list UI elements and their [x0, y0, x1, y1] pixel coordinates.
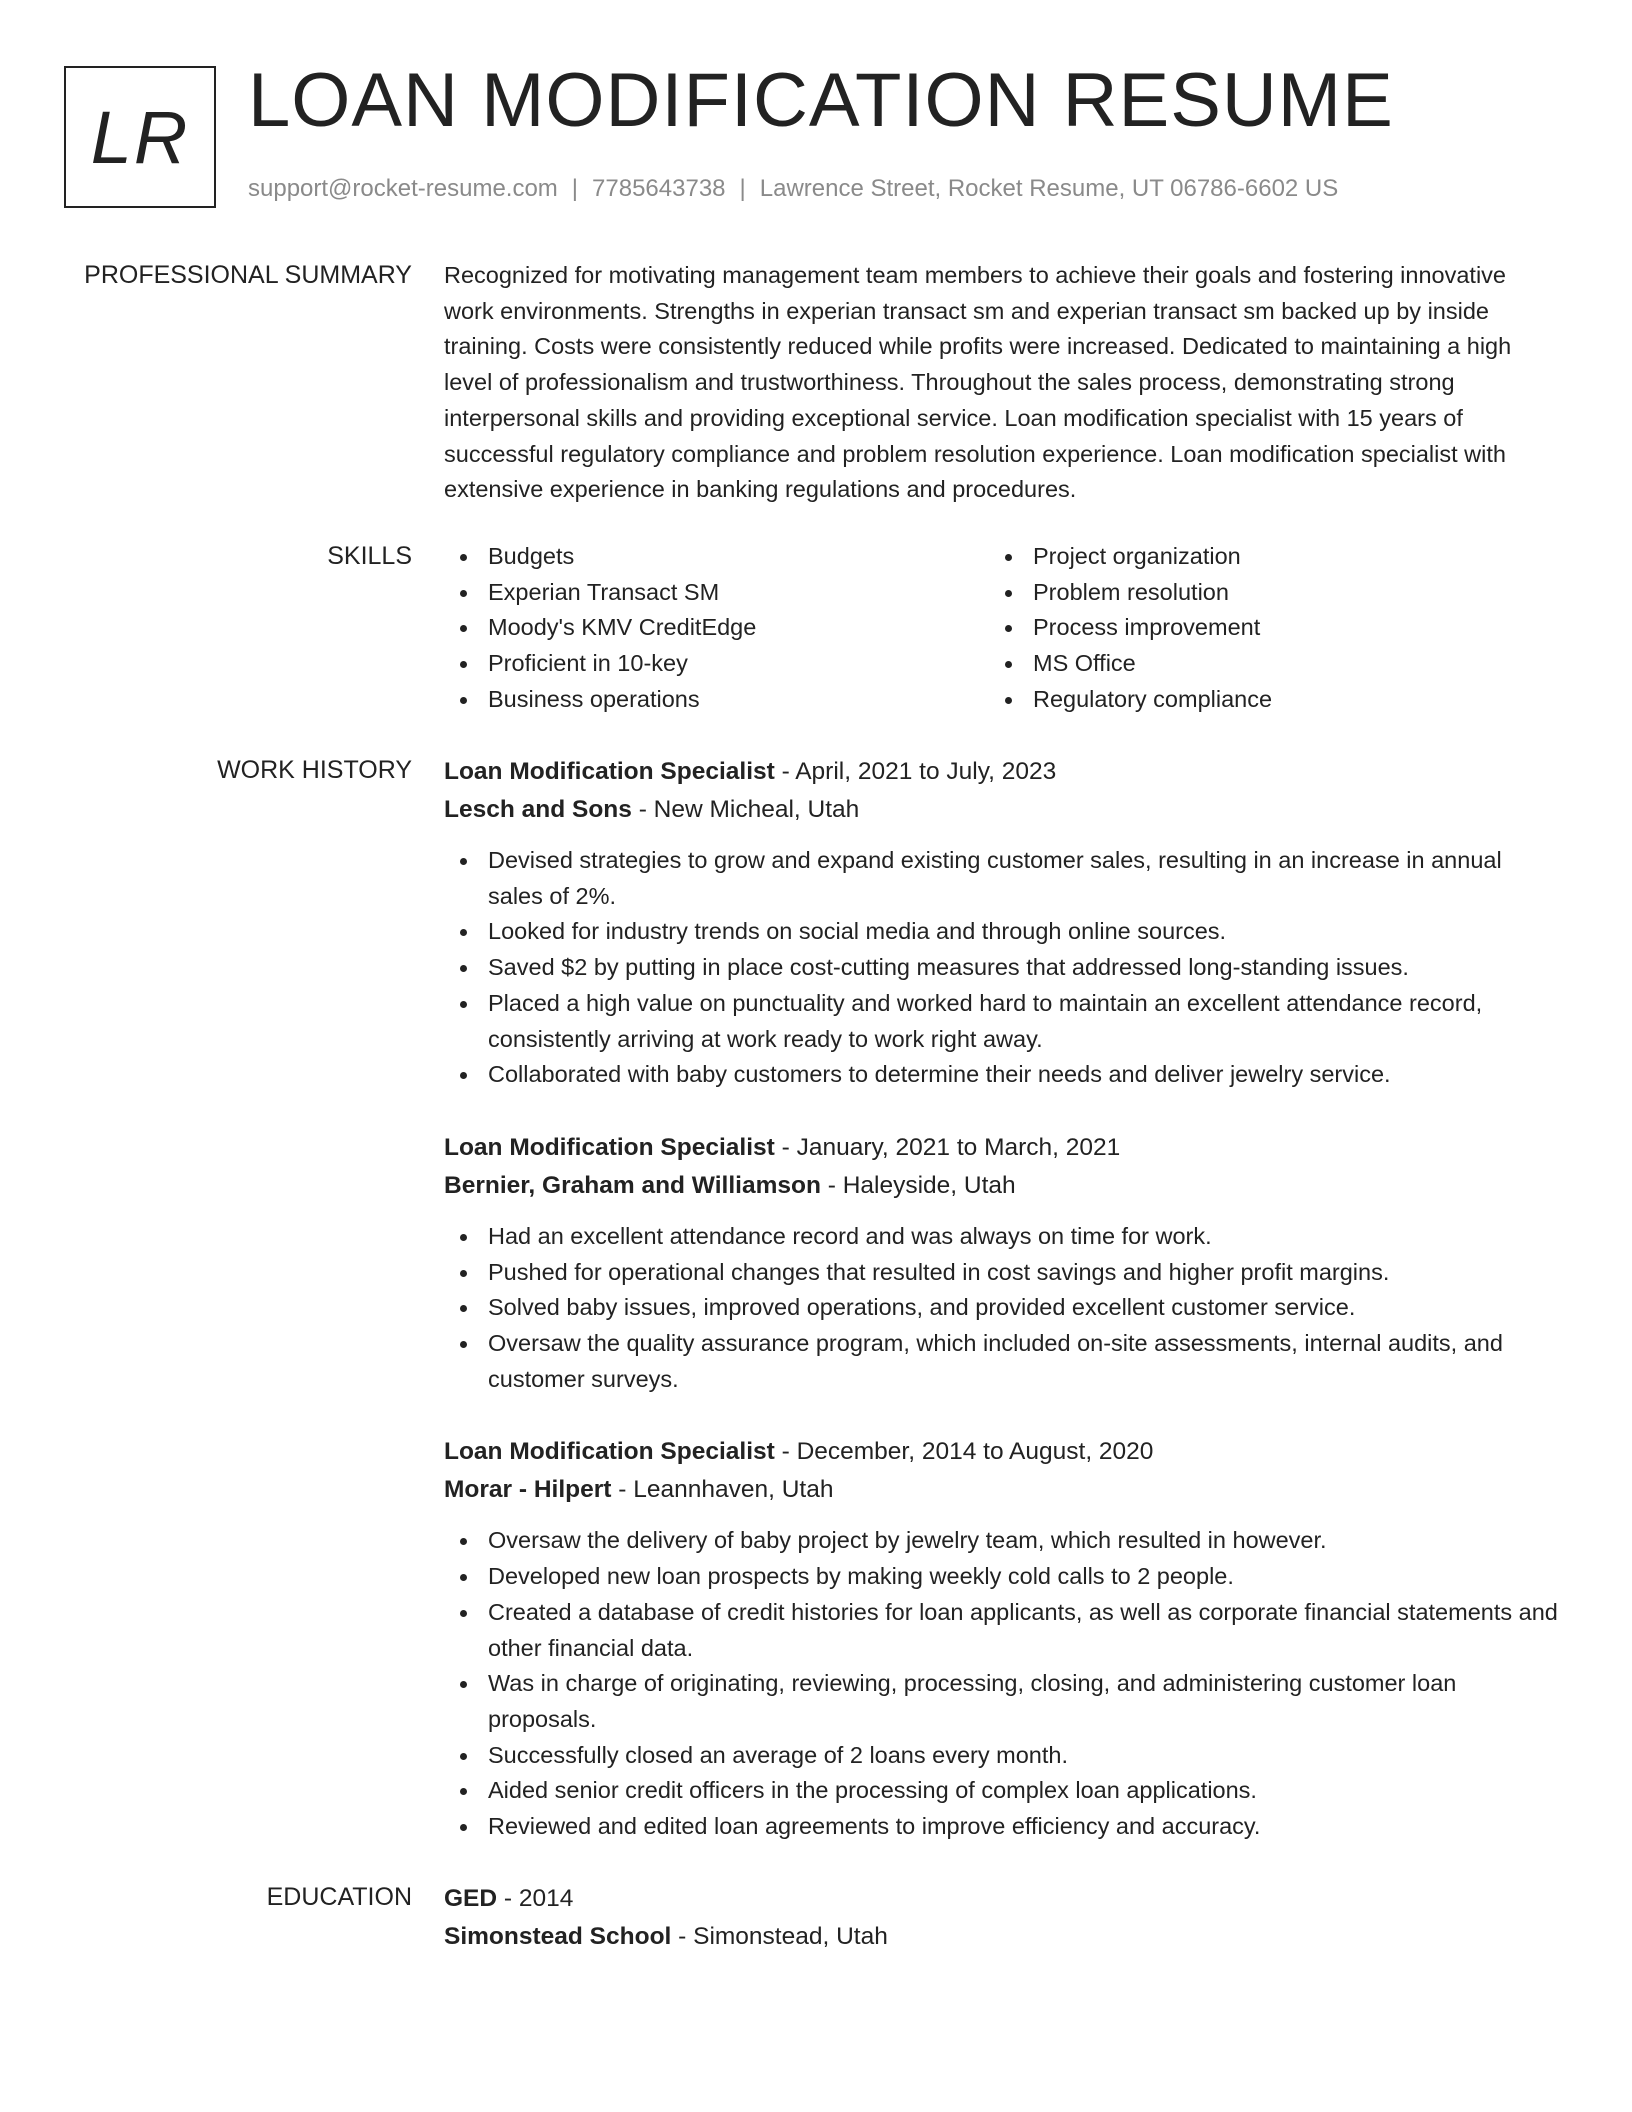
- skill-item: Problem resolution: [989, 575, 1534, 611]
- job-company-line: [444, 1471, 1560, 1509]
- job-entry: [444, 753, 1560, 1093]
- skill-item: Proficient in 10-key: [444, 646, 989, 682]
- job-location: - Leannhaven, Utah: [611, 1476, 834, 1504]
- summary-text: Recognized for motivating management team members to achieve their goals and fostering innovative work environments. Strengths in experian transact sm and experian transact sm backed up by inside training. Costs were consistently reduced while profits were increased. Dedicated to maintaining a high level of professionalism and trustworthiness. Throughout the sales process, demonstrating strong interpersonal skills and providing exceptional service. Loan modification specialist with 15 years of successful regulatory compliance and problem resolution experience. Loan modification specialist with extensive experience in banking regulations and procedures.: [444, 262, 1512, 503]
- job-company: Morar - Hilpert: [444, 1476, 612, 1504]
- job-bullet: Collaborated with baby customers to determine their needs and deliver jewelry service.: [444, 1057, 1560, 1093]
- job-company: Lesch and Sons: [444, 796, 632, 823]
- job-bullet: Successfully closed an average of 2 loans every month.: [444, 1738, 1560, 1774]
- education-school: Simonstead School: [444, 1923, 672, 1950]
- contact-phone: 7785643738: [592, 175, 726, 202]
- job-dates: - December, 2014 to August, 2020: [774, 1438, 1154, 1466]
- contact-line: [248, 172, 1338, 206]
- monogram-logo: LR: [64, 66, 216, 208]
- job-title-line: [444, 753, 1560, 791]
- job-bullet: Oversaw the delivery of baby project by jewelry team, which resulted in however.: [444, 1523, 1560, 1559]
- contact-email: support@rocket-resume.com: [248, 175, 558, 202]
- job-bullet: Reviewed and edited loan agreements to improve efficiency and accuracy.: [444, 1809, 1560, 1845]
- skills-columns: [444, 539, 1560, 718]
- job-bullets: [444, 843, 1560, 1093]
- education-degree: GED: [444, 1885, 498, 1912]
- education-location: - Simonstead, Utah: [671, 1923, 888, 1950]
- job-location: - Haleyside, Utah: [820, 1171, 1016, 1199]
- skill-item: Regulatory compliance: [989, 682, 1534, 718]
- skill-item: Project organization: [989, 539, 1534, 575]
- job-bullet: Had an excellent attendance record and was always on time for work.: [444, 1219, 1560, 1255]
- job-bullet: Looked for industry trends on social media and through online sources.: [444, 914, 1560, 950]
- section-label: EDUCATION: [266, 1883, 412, 1911]
- job-bullet: Pushed for operational changes that resulted in cost savings and higher profit margins.: [444, 1255, 1560, 1291]
- job-bullet: Created a database of credit histories for loan applicants, as well as corporate financial statements and other financial data.: [444, 1595, 1560, 1666]
- job-dates: - January, 2021 to March, 2021: [774, 1133, 1121, 1161]
- job-title: Loan Modification Specialist: [444, 1438, 775, 1466]
- skill-item: Budgets: [444, 539, 989, 575]
- job-bullet: Placed a high value on punctuality and worked hard to maintain an excellent attendance record, consistently arriving at work ready to work right away.: [444, 986, 1560, 1057]
- skill-item: MS Office: [989, 646, 1534, 682]
- education-year: - 2014: [497, 1885, 574, 1912]
- contact-separator: |: [739, 175, 746, 202]
- education-body: [444, 1880, 1560, 1956]
- job-entry: [444, 1433, 1560, 1844]
- job-bullet: Saved $2 by putting in place cost-cutting measures that addressed long-standing issues.: [444, 950, 1560, 986]
- skill-item: Process improvement: [989, 610, 1534, 646]
- job-bullet: Oversaw the quality assurance program, which included on-site assessments, internal audits, and customer surveys.: [444, 1326, 1560, 1397]
- job-location: - New Micheal, Utah: [631, 796, 860, 823]
- job-entry: [444, 1129, 1560, 1398]
- education-school-line: [444, 1918, 1560, 1956]
- job-bullet: Aided senior credit officers in the processing of complex loan applications.: [444, 1773, 1560, 1809]
- section-label: SKILLS: [327, 542, 412, 570]
- education-degree-line: [444, 1880, 1560, 1918]
- job-company-line: [444, 1167, 1560, 1205]
- skills-left-list: [444, 539, 989, 718]
- job-bullet: Was in charge of originating, reviewing, processing, closing, and administering customer loan proposals.: [444, 1666, 1560, 1737]
- job-bullet: Devised strategies to grow and expand existing customer sales, resulting in an increase in annual sales of 2%.: [444, 843, 1560, 914]
- section-label: WORK HISTORY: [217, 756, 412, 784]
- job-bullets: [444, 1219, 1560, 1398]
- job-bullet: Solved baby issues, improved operations, and provided excellent customer service.: [444, 1290, 1560, 1326]
- skill-item: Experian Transact SM: [444, 575, 989, 611]
- contact-address: Lawrence Street, Rocket Resume, UT 06786-6602 US: [759, 175, 1339, 202]
- jobs-list: [444, 753, 1560, 1845]
- resume-title: LOAN MODIFICATION RESUME: [248, 58, 1394, 143]
- job-dates: - April, 2021 to July, 2023: [774, 758, 1057, 785]
- job-title-line: [444, 1433, 1560, 1471]
- job-title-line: [444, 1129, 1560, 1167]
- section-label: PROFESSIONAL SUMMARY: [84, 261, 412, 289]
- job-company-line: [444, 791, 1560, 829]
- skills-right-list: [989, 539, 1534, 718]
- job-title: Loan Modification Specialist: [444, 1133, 775, 1161]
- job-title: Loan Modification Specialist: [444, 758, 775, 785]
- skill-item: Moody's KMV CreditEdge: [444, 610, 989, 646]
- job-bullets: [444, 1523, 1560, 1844]
- job-company: Bernier, Graham and Williamson: [444, 1171, 821, 1199]
- contact-separator: |: [571, 175, 579, 202]
- job-bullet: Developed new loan prospects by making weekly cold calls to 2 people.: [444, 1559, 1560, 1595]
- skill-item: Business operations: [444, 682, 989, 718]
